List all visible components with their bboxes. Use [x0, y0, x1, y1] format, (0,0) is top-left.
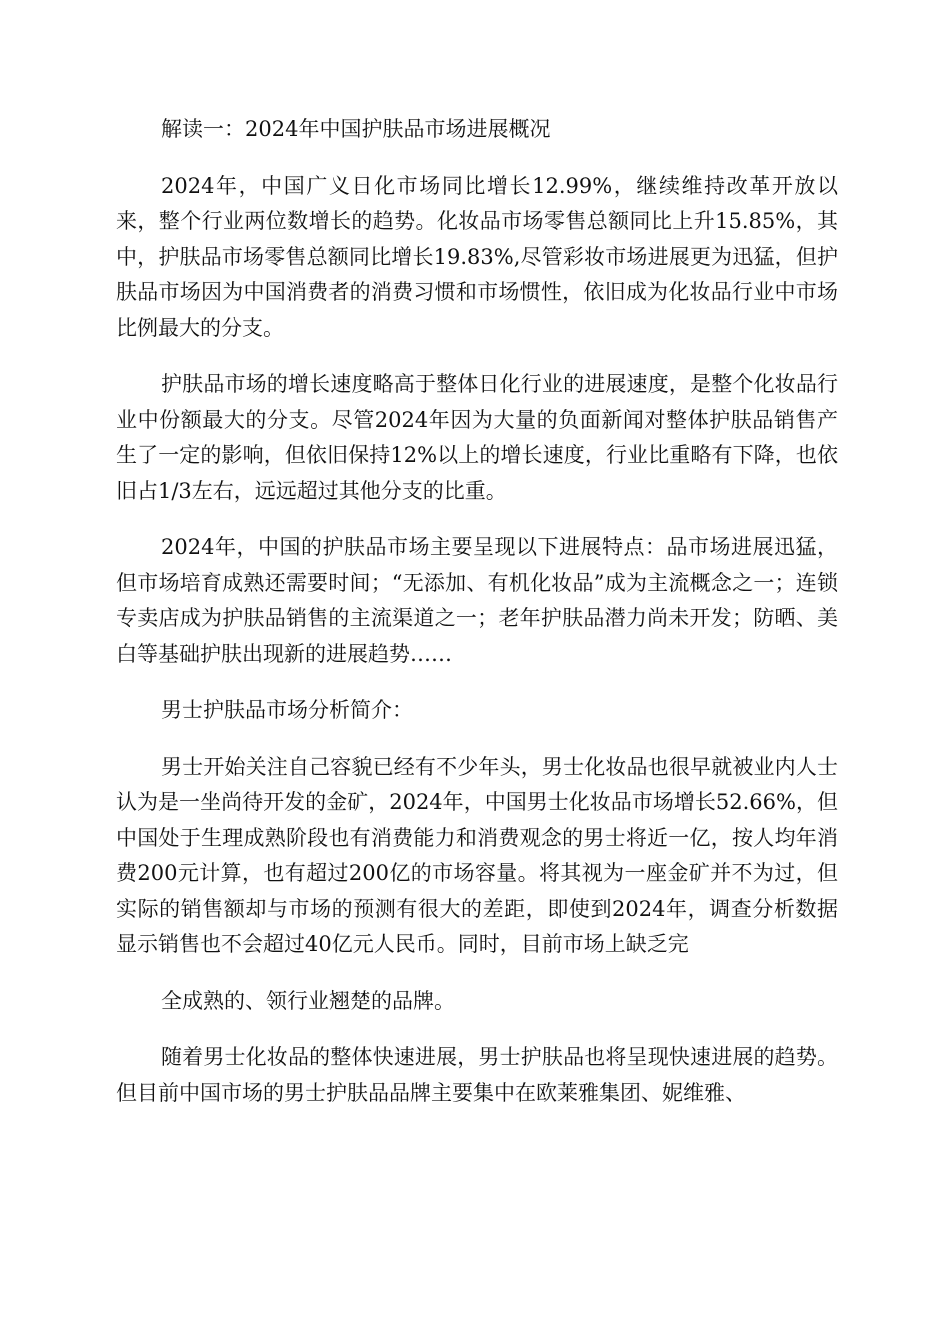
subsection-heading: 男士护肤品市场分析简介： [161, 698, 413, 722]
section-heading: 解读一：2024年中国护肤品市场进展概况 [161, 117, 551, 141]
paragraph-market-features: 2024年，中国的护肤品市场主要呈现以下进展特点：品市场进展迅猛，但市场培育成熟还需要时间；“无添加、有机化妆品”成为主流概念之一；连锁专卖店成为护肤品销售的主流渠道之一；老年护肤品潜力尚未开发；防晒、美白等基础护肤出现新的进展趋势…… [116, 535, 838, 666]
paragraph-growth-rate: 护肤品市场的增长速度略高于整体日化行业的进展速度，是整个化妆品行业中份额最大的分支。尽管2024年因为大量的负面新闻对整体护肤品销售产生了一定的影响，但依旧保持12%以上的增长速度，行业比重略有下降，也依旧占1/3左右，远远超过其他分支的比重。 [116, 372, 838, 503]
paragraph-mens-trend: 随着男士化妆品的整体快速进展，男士护肤品也将呈现快速进展的趋势。但目前中国市场的男士护肤品品牌主要集中在欧莱雅集团、妮维雅、 [116, 1045, 838, 1105]
paragraph-market-overview: 2024年，中国广义日化市场同比增长12.99%，继续维持改革开放以来，整个行业两位数增长的趋势。化妆品市场零售总额同比上升15.85%，其中，护肤品市场零售总额同比增长19.83%,尽管彩妆市场进展更为迅猛，但护肤品市场因为中国消费者的消费习惯和市场惯性，依旧成为化妆品行业中市场比例最大的分支。 [116, 173, 838, 340]
document-body [116, 112, 838, 1132]
paragraph-mens-market: 男士开始关注自己容貌已经有不少年头，男士化妆品也很早就被业内人士认为是一坐尚待开发的金矿，2024年，中国男士化妆品市场增长52.66%，但中国处于生理成熟阶段也有消费能力和消费观念的男士将近一亿，按人均年消费200元计算，也有超过200亿的市场容量。将其视为一座金矿并不为过，但实际的销售额却与市场的预测有很大的差距，即使到2024年，调查分析数据显示销售也不会超过40亿元人民币。同时，目前市场上缺乏完 [116, 754, 838, 956]
paragraph-mens-brands-gap: 全成熟的、领行业翘楚的品牌。 [161, 988, 455, 1013]
